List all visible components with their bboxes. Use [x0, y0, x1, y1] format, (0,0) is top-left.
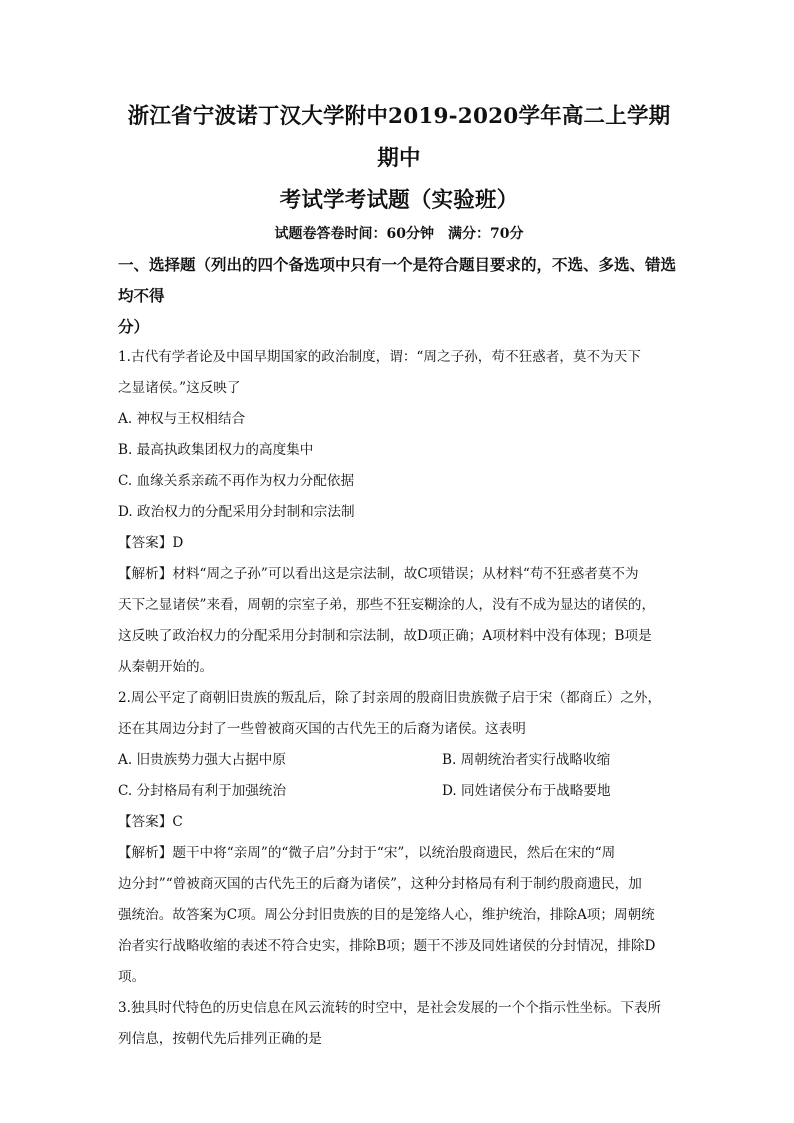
question-1-option-a: A. 神权与王权相结合 — [118, 411, 246, 427]
question-2-analysis-line-2: 边分封”“曾被商灭国的古代先王的后裔为诸侯”，这种分封格局有利于制约殷商遗民，加 — [118, 876, 642, 892]
question-1-stem-line-2: 之显诸侯。”这反映了 — [118, 380, 241, 396]
question-1-analysis-line-1: 【解析】材料“周之子孙”可以看出这是宗法制，故C项错误；从材料“苟不狂惑者莫不为 — [118, 566, 639, 582]
question-2-analysis-line-4: 治者实行战略收缩的表述不符合史实，排除B项；题干不涉及同姓诸侯的分封情况，排除D — [118, 938, 656, 954]
question-2-analysis-line-5: 项。 — [118, 969, 146, 985]
document-title-line-1: 浙江省宁波诺丁汉大学附中2019-2020学年高二上学期期中 — [127, 104, 671, 171]
question-2-options-row-2 — [118, 776, 680, 807]
question-1-option-d: D. 政治权力的分配采用分封制和宗法制 — [118, 504, 355, 520]
question-1-option-c: C. 血缘关系亲疏不再作为权力分配依据 — [118, 473, 355, 489]
question-1-analysis-line-4: 从秦朝开始的。 — [118, 659, 214, 675]
question-1-stem-line-1: 1.古代有学者论及中国早期国家的政治制度，谓：“周之子孙，苟不狂惑者，莫不为天下 — [118, 349, 641, 365]
question-2 — [118, 683, 680, 993]
question-3-stem-line-2: 列信息，按朝代先后排列正确的是 — [118, 1031, 322, 1047]
question-1 — [118, 342, 680, 683]
question-3 — [118, 993, 680, 1055]
question-2-options-row-1 — [118, 745, 680, 776]
question-2-answer: 【答案】C — [118, 814, 183, 830]
question-2-option-d: D. 同姓诸侯分布于战略要地 — [442, 783, 611, 799]
section-heading-line-2: 分） — [118, 317, 150, 336]
question-2-stem-line-1: 2.周公平定了商朝旧贵族的叛乱后，除了封亲周的殷商旧贵族微子启于宋（都商丘）之外， — [118, 690, 662, 706]
question-2-option-a: A. 旧贵族势力强大占据中原 — [118, 752, 286, 768]
question-1-analysis-line-3: 这反映了政治权力的分配采用分封制和宗法制，故D项正确；A项材料中没有体现；B项是 — [118, 628, 652, 644]
exam-info: 试题卷答卷时间：60分钟 满分：70分 — [274, 226, 524, 242]
section-heading-line-1: 一、选择题（列出的四个备选项中只有一个是符合题目要求的，不选、多选、错选均不得 — [118, 255, 677, 305]
question-2-option-c: C. 分封格局有利于加强统治 — [118, 783, 287, 799]
question-2-option-b: B. 周朝统治者实行战略收缩 — [442, 752, 611, 768]
question-1-answer: 【答案】D — [118, 535, 184, 551]
question-2-analysis-line-1: 【解析】题干中将“亲周”的“微子启”分封于“宋”，以统治殷商遗民，然后在宋的“周 — [118, 845, 616, 861]
question-3-stem-line-1: 3.独具时代特色的历史信息在风云流转的时空中，是社会发展的一个个指示性坐标。下表所 — [118, 1000, 662, 1016]
question-2-stem-line-2: 还在其周边分封了一些曾被商灭国的古代先王的后裔为诸侯。这表明 — [118, 721, 526, 737]
question-1-analysis-line-2: 天下之显诸侯”来看，周朝的宗室子弟，那些不狂妄糊涂的人，没有不成为显达的诸侯的， — [118, 597, 656, 613]
document-title-line-2: 考试学考试题（实验班） — [279, 188, 519, 213]
question-2-analysis-line-3: 强统治。故答案为C项。周公分封旧贵族的目的是笼络人心，维护统治，排除A项；周朝统 — [118, 907, 655, 923]
question-1-option-b: B. 最高执政集团权力的高度集中 — [118, 442, 314, 458]
